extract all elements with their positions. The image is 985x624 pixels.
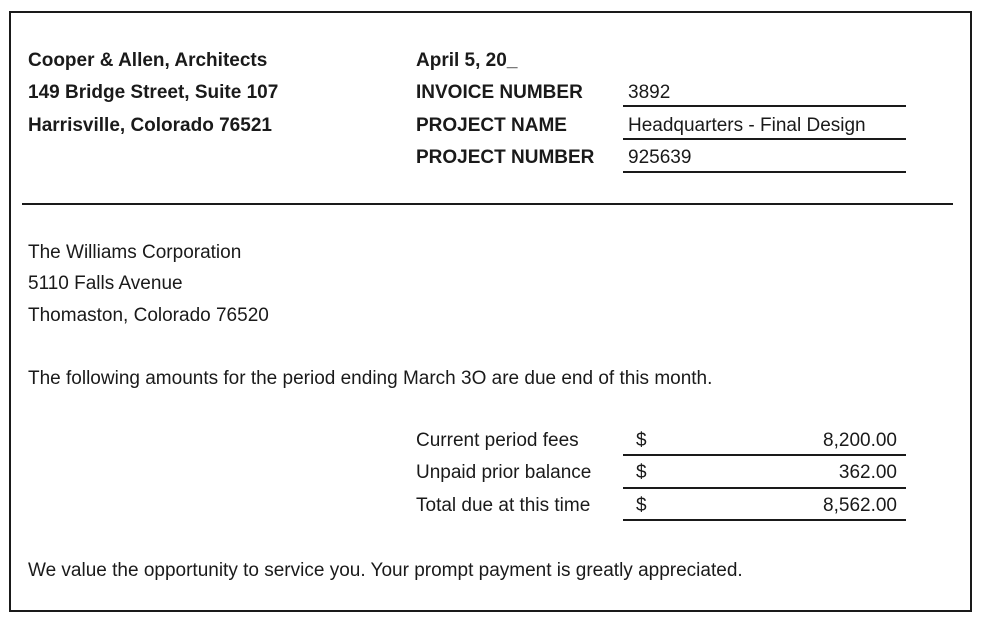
recipient-street: 5110 Falls Avenue [28,273,183,294]
amount-underline-prior [623,487,906,489]
invoice-number-underline [623,105,906,107]
closing-text: We value the opportunity to service you. Your prompt payment is greatly appreciated. [28,560,743,581]
project-number-value: 925639 [628,147,692,168]
project-name-label: PROJECT NAME [416,115,567,136]
amount-underline-total [623,519,906,521]
section-divider [22,203,953,205]
intro-text: The following amounts for the period ending March 3O are due end of this month. [28,368,713,389]
invoice-number-label: INVOICE NUMBER [416,82,583,103]
amount-value-total: 8,562.00 [823,495,897,516]
amount-label-current: Current period fees [416,430,579,451]
project-name-value: Headquarters - Final Design [628,115,866,136]
sender-city: Harrisville, Colorado 76521 [28,115,272,136]
amount-value-prior: 362.00 [838,462,897,483]
project-number-label: PROJECT NUMBER [416,147,595,168]
invoice-date: April 5, 20_ [416,50,518,71]
amount-currency-current: $ [636,430,647,451]
project-name-underline [623,138,906,140]
amount-currency-total: $ [636,495,647,516]
amount-value-current: 8,200.00 [823,430,897,451]
project-number-underline [623,171,906,173]
sender-name: Cooper & Allen, Architects [28,50,268,71]
amount-label-total: Total due at this time [416,495,591,516]
sender-street: 149 Bridge Street, Suite 107 [28,82,279,103]
invoice-number-value: 3892 [628,82,671,103]
recipient-name: The Williams Corporation [28,242,242,263]
amount-currency-prior: $ [636,462,647,483]
amount-underline-current [623,454,906,456]
recipient-city: Thomaston, Colorado 76520 [28,305,269,326]
amount-label-prior: Unpaid prior balance [416,462,592,483]
